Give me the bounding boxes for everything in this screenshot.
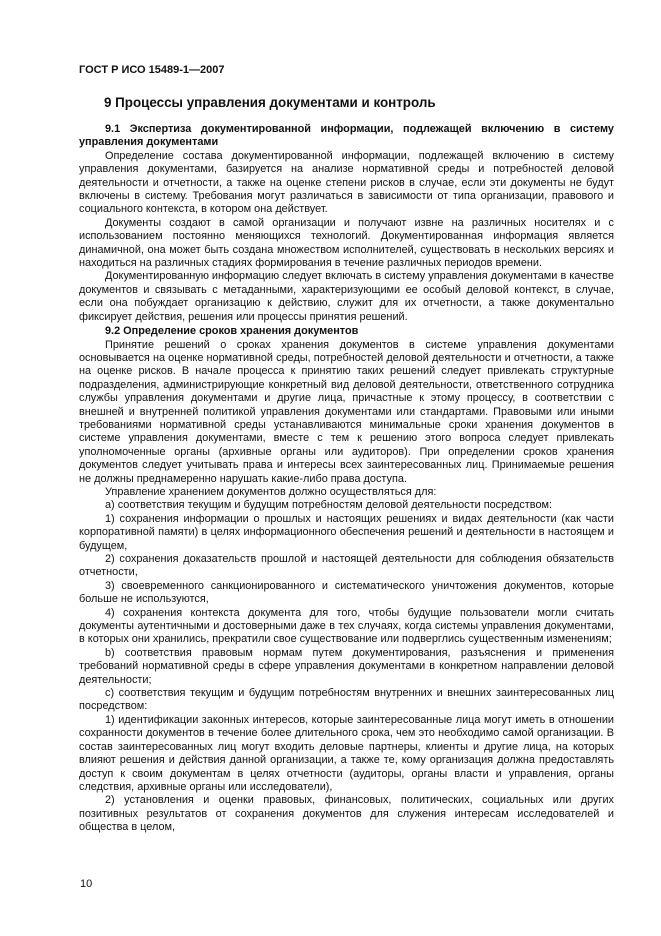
subsection-title-9-1: 9.1 Экспертиза документированной информации, подлежащей включению в систему управления документами: [79, 123, 614, 149]
list-item: c) соответствия текущим и будущим потребностям внутренних и внешних заинтересованных лиц посредством:: [79, 687, 614, 713]
paragraph: Документированную информацию следует включать в систему управления документами в качестве документов и связывать с метаданными, характеризующими ее особый деловой контекст, в случае, если она побуждает организацию к действию, служит для их отчетности, а также документально фиксирует действия, решения или процессы принятия решений.: [79, 270, 614, 323]
list-item: 1) идентификации законных интересов, которые заинтересованные лица могут иметь в отношении сохранности документов в течение более длительного срока, чем это необходимо самой организации. В состав заинтересованных лиц могут входить деловые партнеры, клиенты и другие лица, на которых влияют решения и действия данной организации, а также те, кому организация должна предоставлять доступ к своим документам в целях отчетности (аудиторы, органы власти и управления, органы следствия, архивные органы или исследователи),: [79, 713, 614, 793]
list-item: 3) своевременного санкционированного и систематического уничтожения документов, которые больше не используются,: [79, 579, 614, 606]
paragraph: Принятие решений о сроках хранения документов в системе управления документами основывается на оценке нормативной среды, потребностей деловой деятельности и отчетности, а также на оценке рисков. В начале процесса к принятию таких решений следует привлекать структурные подразделения, администрирующие конкретный вид деловой деятельности, ответственного сотрудника службы управления документами и другие лица, причастные к этому процессу, в соответствии с внешней и внутренней политикой управления документами или стандартами. Правовыми или иными требованиями нормативной среды устанавливаются минимальные сроки хранения документов в системе управления документами, вместе с тем к решению этого вопроса следует привлекать уполномоченные органы (архивные органы или аудиторов). При определении сроков хранения документов следует учитывать права и интересы всех заинтересованных лиц. Принимаемые решения не должны преднамеренно нарушать какие-либо права доступа.: [79, 338, 614, 485]
page-number: 10: [80, 878, 93, 890]
list-item: 2) сохранения доказательств прошлой и настоящей деятельности для соблюдения обязательств отчетности,: [79, 553, 614, 579]
section-title: 9 Процессы управления документами и контроль: [104, 95, 436, 110]
subsection-title-9-2: 9.2 Определение сроков хранения документов: [105, 325, 359, 338]
list-item: b) соответствия правовым нормам путем документирования, разъяснения и применения требований нормативной среды в сфере управления документами в конкретном направлении деловой деятельности;: [79, 646, 614, 686]
list-item: 4) сохранения контекста документа для того, чтобы будущие пользователи могли считать документы аутентичными и достоверными даже в тех случаях, когда системы управления документами, в которых они хранились, прекратили свое существование или подверглись существенным изменениям;: [79, 606, 614, 646]
paragraph: Документы создают в самой организации и получают извне на различных носителях и с использованием постоянно меняющихся технологий. Документированная информация является динамичной, она может быть создана множеством исполнителей, существовать в нескольких версиях и находиться на различных стадиях формирования в течение различных периодов времени.: [79, 216, 614, 270]
paragraph: Определение состава документированной информации, подлежащей включению в систему управления документами, базируется на анализе нормативной среды и потребностей деловой деятельности и отчетности, а также на оценке степени рисков в случае, если эти документы не будут включены в систему. Требования могут различаться в зависимости от типа организации, правового и социального контекста, в котором она действует.: [79, 149, 614, 216]
paragraph: Управление хранением документов должно осуществляться для:: [105, 485, 437, 498]
document-code-header: ГОСТ Р ИСО 15489-1—2007: [79, 64, 225, 76]
document-body: [79, 123, 614, 835]
list-item: a) соответствия текущим и будущим потребностям деловой деятельности посредством:: [105, 499, 553, 512]
list-item: 2) установления и оценки правовых, финансовых, политических, социальных или других позитивных результатов от сохранения документов для служения интересам исследователей и общества в целом,: [79, 794, 614, 834]
list-item: 1) сохранения информации о прошлых и настоящих решениях и видах деятельности (как части корпоративной памяти) в целях информационного обеспечения решений и деятельности в настоящем и будущем,: [79, 512, 614, 552]
